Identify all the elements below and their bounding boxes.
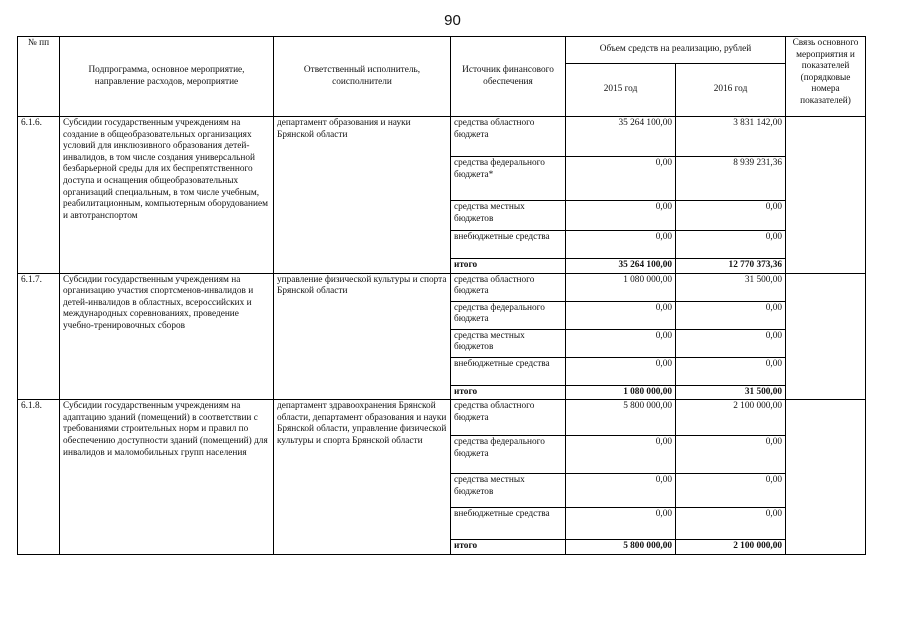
value-2016: 0,00 <box>676 301 786 329</box>
table-row <box>18 273 866 301</box>
value-2016: 0,00 <box>676 474 786 508</box>
source-name: средства федерального бюджета* <box>451 157 566 201</box>
source-name: средства федерального бюджета <box>451 301 566 329</box>
source-name: средства местных бюджетов <box>451 201 566 231</box>
value-2015: 0,00 <box>566 508 676 540</box>
row-program: Субсидии государственным учреждениям на организацию участия спортсменов-инвалидов и детей-инвалидов в областных, всероссийских и международных соревнованиях, проведение учебно-тренировочных сборов <box>60 273 274 400</box>
total-2015: 5 800 000,00 <box>566 540 676 555</box>
header-year-2016: 2016 год <box>676 64 786 117</box>
value-2015: 0,00 <box>566 157 676 201</box>
table-row <box>18 400 866 436</box>
source-name: внебюджетные средства <box>451 508 566 540</box>
value-2016: 3 831 142,00 <box>676 117 786 157</box>
header-year-2015: 2015 год <box>566 64 676 117</box>
value-2016: 0,00 <box>676 201 786 231</box>
value-2015: 0,00 <box>566 301 676 329</box>
header-num: № пп <box>18 37 60 117</box>
source-name: средства местных бюджетов <box>451 474 566 508</box>
total-2015: 35 264 100,00 <box>566 259 676 274</box>
total-2016: 2 100 000,00 <box>676 540 786 555</box>
source-name: средства областного бюджета <box>451 273 566 301</box>
source-name: внебюджетные средства <box>451 231 566 259</box>
total-label: итого <box>451 540 566 555</box>
row-link <box>786 400 866 555</box>
value-2016: 0,00 <box>676 357 786 385</box>
source-name: средства местных бюджетов <box>451 329 566 357</box>
header-executor: Ответственный исполнитель, соисполнители <box>274 37 451 117</box>
page-number: 90 <box>444 12 461 29</box>
row-number: 6.1.8. <box>18 400 60 555</box>
value-2016: 0,00 <box>676 436 786 474</box>
source-name: средства федерального бюджета <box>451 436 566 474</box>
value-2015: 0,00 <box>566 231 676 259</box>
row-program: Субсидии государственным учреждениям на создание в общеобразовательных организациях условий для инклюзивного образования детей-инвалидов, в том числе создания универсальной безбарьерной среды для их беспрепятственного доступа и оснащения общеобразовательных организаций специальным, в том числе учебным, реабилитационным, компьютерным оборудованием и автотранспортом <box>60 117 274 274</box>
total-2016: 12 770 373,36 <box>676 259 786 274</box>
value-2016: 8 939 231,36 <box>676 157 786 201</box>
source-name: внебюджетные средства <box>451 357 566 385</box>
source-name: средства областного бюджета <box>451 400 566 436</box>
row-link <box>786 117 866 274</box>
value-2015: 0,00 <box>566 357 676 385</box>
total-label: итого <box>451 385 566 400</box>
value-2016: 0,00 <box>676 508 786 540</box>
value-2015: 1 080 000,00 <box>566 273 676 301</box>
header-volume: Объем средств на реализацию, рублей <box>566 37 786 64</box>
table-row <box>18 117 866 157</box>
row-executor: департамент образования и науки Брянской области <box>274 117 451 274</box>
total-2015: 1 080 000,00 <box>566 385 676 400</box>
row-program: Субсидии государственным учреждениям на адаптацию зданий (помещений) в соответствии с требованиями строительных норм и правил по обеспечению доступности зданий (помещений) для инвалидов и маломобильных групп населения <box>60 400 274 555</box>
row-link <box>786 273 866 400</box>
header-link: Связь основного мероприятия и показателей (порядковые номера показателей) <box>786 37 866 117</box>
value-2015: 0,00 <box>566 474 676 508</box>
header-source: Источник финансового обеспечения <box>451 37 566 117</box>
value-2015: 35 264 100,00 <box>566 117 676 157</box>
value-2016: 31 500,00 <box>676 273 786 301</box>
budget-table <box>17 36 866 555</box>
value-2016: 0,00 <box>676 231 786 259</box>
source-name: средства областного бюджета <box>451 117 566 157</box>
total-label: итого <box>451 259 566 274</box>
value-2015: 0,00 <box>566 329 676 357</box>
row-executor: управление физической культуры и спорта Брянской области <box>274 273 451 400</box>
row-number: 6.1.6. <box>18 117 60 274</box>
value-2015: 0,00 <box>566 436 676 474</box>
header-row <box>18 37 866 64</box>
header-program: Подпрограмма, основное мероприятие, направление расходов, мероприятие <box>60 37 274 117</box>
value-2016: 2 100 000,00 <box>676 400 786 436</box>
total-2016: 31 500,00 <box>676 385 786 400</box>
row-executor: департамент здравоохранения Брянской области, департамент образования и науки Брянской области, управление физической культуры и спорта Брянской области <box>274 400 451 555</box>
value-2015: 0,00 <box>566 201 676 231</box>
row-number: 6.1.7. <box>18 273 60 400</box>
value-2016: 0,00 <box>676 329 786 357</box>
value-2015: 5 800 000,00 <box>566 400 676 436</box>
